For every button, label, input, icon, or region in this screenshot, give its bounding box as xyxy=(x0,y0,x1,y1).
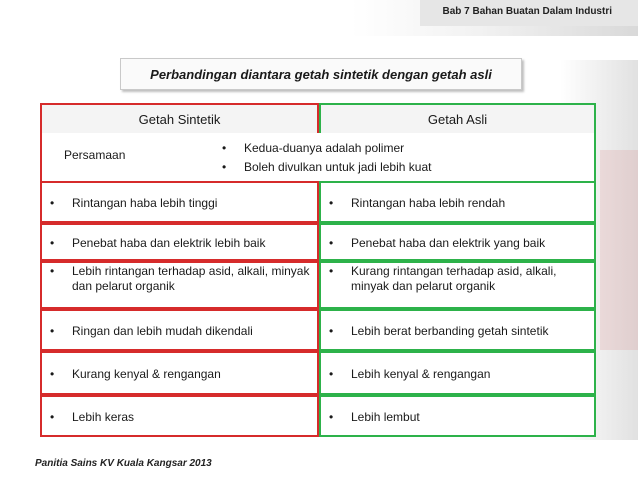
similarities-label: Persamaan xyxy=(64,148,126,162)
bullet: • xyxy=(50,236,55,250)
cell-text: Kurang kenyal & rengangan xyxy=(72,367,221,381)
bullet: • xyxy=(50,324,55,338)
cell-text: Lebih keras xyxy=(72,410,135,424)
column-header-asli: Getah Asli xyxy=(319,103,596,133)
bullet: • xyxy=(329,236,334,250)
bullet: • xyxy=(329,410,334,424)
header-bar xyxy=(420,0,638,26)
cell-text: Kurang rintangan terhadap asid, alkali, minyak dan pelarut organik xyxy=(351,264,557,293)
cell-text: Lebih berat berbanding getah sintetik xyxy=(351,324,549,338)
bullet: • xyxy=(222,160,227,174)
bullet: • xyxy=(50,367,55,381)
cell-text: Penebat haba dan elektrik yang baik xyxy=(351,236,546,250)
cell-text: Lebih rintangan terhadap asid, alkali, minyak dan pelarut organik xyxy=(72,264,310,293)
cell-text: Rintangan haba lebih tinggi xyxy=(72,196,218,210)
similarity-item xyxy=(222,141,404,155)
table-row-right xyxy=(319,181,596,223)
footer-credit: Panitia Sains KV Kuala Kangsar 2013 xyxy=(35,458,212,469)
cell-text: Lebih kenyal & rengangan xyxy=(351,367,491,381)
table-row-left xyxy=(40,351,319,395)
cell-text: Lebih lembut xyxy=(351,410,420,424)
bullet: • xyxy=(50,410,55,424)
table-row-right xyxy=(319,395,596,437)
bullet: • xyxy=(50,196,55,210)
table-row-right xyxy=(319,261,596,309)
table-row-left xyxy=(40,261,319,309)
table-row-left xyxy=(40,309,319,351)
table-row-right xyxy=(319,223,596,261)
bullet: • xyxy=(329,367,334,381)
cell-text: Ringan dan lebih mudah dikendali xyxy=(72,324,253,338)
chapter-title: Bab 7 Bahan Buatan Dalam Industri xyxy=(442,6,612,17)
bullet: • xyxy=(329,196,334,210)
table-row-right xyxy=(319,309,596,351)
similarities-row xyxy=(40,133,596,181)
similarity-text: Boleh divulkan untuk jadi lebih kuat xyxy=(244,160,432,174)
column-header-sintetik: Getah Sintetik xyxy=(40,103,319,133)
similarity-text: Kedua-duanya adalah polimer xyxy=(244,141,405,155)
comparison-table xyxy=(40,103,596,437)
similarity-item xyxy=(222,160,431,174)
table-row-left xyxy=(40,223,319,261)
bullet: • xyxy=(329,324,334,338)
cell-text: Penebat haba dan elektrik lebih baik xyxy=(72,236,266,250)
bullet: • xyxy=(50,264,55,278)
table-row-left xyxy=(40,181,319,223)
bullet: • xyxy=(222,141,227,155)
table-row-left xyxy=(40,395,319,437)
table-row-right xyxy=(319,351,596,395)
decorative-shade-accent xyxy=(600,150,638,350)
cell-text: Rintangan haba lebih rendah xyxy=(351,196,506,210)
slide-title: Perbandingan diantara getah sintetik dengan getah asli xyxy=(120,58,522,90)
bullet: • xyxy=(329,264,334,278)
